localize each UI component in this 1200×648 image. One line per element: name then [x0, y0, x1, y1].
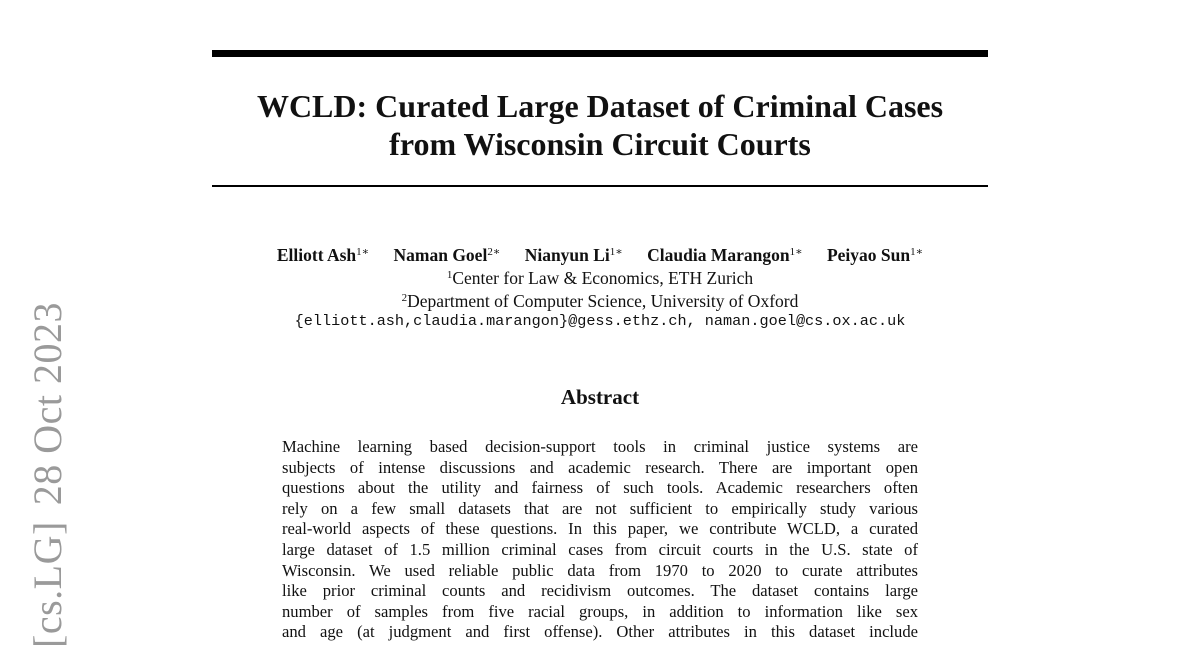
author-emails: {elliott.ash,claudia.marangon}@gess.ethz.ch, naman.goel@cs.ox.ac.uk: [294, 312, 906, 330]
paper-title-line-2: from Wisconsin Circuit Courts: [389, 126, 811, 162]
abstract-line: real-world aspects of these questions. In this paper, we contribute WCLD, a curated: [282, 519, 918, 539]
author: Nianyun $Li^{1∗}$: [524, 245, 623, 265]
arxiv-stamp: [24, 302, 72, 648]
title-bottom-rule: [212, 185, 988, 187]
paper-title: [212, 87, 988, 163]
abstract-line: questions about the utility and fairness of such tools. Academic researchers often: [282, 478, 918, 498]
abstract-body: [282, 437, 918, 643]
author: Peiyao Sun$^{1∗}$: [826, 245, 924, 265]
arxiv-category: [cs.LG]: [25, 521, 70, 648]
paper-title-line-1: WCLD: Curated Large Dataset of Criminal Cases: [256, 88, 944, 124]
arxiv-date: 28 Oct 2023: [25, 301, 70, 506]
author-list: [150, 241, 1050, 266]
abstract-line: Wisconsin. We used reliable public data from 1970 to 2020 to curate attributes: [282, 560, 918, 580]
author: Elliott Ash$^{1∗}$: [276, 245, 370, 265]
affiliation: $^1$Center for Law & Economics, ETH Zurich: [446, 268, 754, 288]
abstract-line: Machine learning based decision-support tools in criminal justice systems are: [282, 437, 918, 456]
author: Naman Goel$^{2∗}$: [393, 245, 501, 265]
author: Claudia Marangon$^{1∗}$: [647, 245, 803, 265]
abstract-line: rely on a few small datasets that are not sufficient to empirically study various: [282, 498, 918, 518]
abstract-line: and age (at judgment and first offense). Other attributes in this dataset include: [282, 622, 918, 642]
abstract-line: large dataset of 1.5 million criminal cases from circuit courts in the U.S. state of: [282, 539, 918, 559]
abstract-line: like prior criminal counts and recidivism outcomes. The dataset contains large: [282, 581, 918, 601]
affiliation: $^2$Department of Computer Science, University of Oxford: [401, 291, 799, 311]
abstract-line: number of samples from five racial groups, in addition to information like sex: [282, 601, 918, 621]
abstract-heading: Abstract: [560, 385, 640, 409]
abstract-line: subjects of intense discussions and academic research. There are important open: [282, 457, 918, 477]
title-top-rule: [212, 50, 988, 57]
